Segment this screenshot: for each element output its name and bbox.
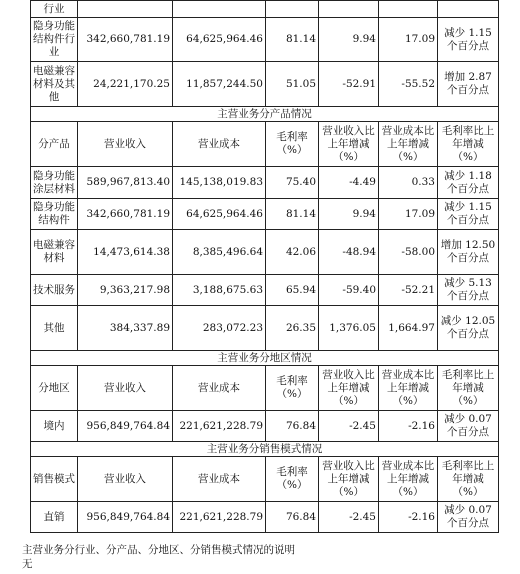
margin-change-cell: 减少 1.15 个百分点	[438, 18, 499, 62]
header-cell: 行业	[31, 1, 78, 18]
header-cell: 营业成本	[173, 366, 266, 411]
table-row	[31, 1, 499, 18]
header-cell: 分地区	[31, 366, 78, 411]
section-title-row	[31, 107, 499, 122]
cost-yoy-cell: 17.09	[379, 199, 438, 230]
cost-yoy-cell: 1,664.97	[379, 306, 438, 351]
section-title: 主营业务分地区情况	[31, 351, 499, 366]
product-name: 电磁兼容材料	[31, 230, 78, 275]
header-row	[31, 122, 499, 167]
margin-change-cell: 增加 2.87 个百分点	[438, 62, 499, 107]
header-cell: 营业收入比上年增减（%）	[319, 366, 379, 411]
table-row	[31, 411, 499, 442]
cost-cell: 8,385,496.64	[173, 230, 266, 275]
cost-yoy-cell: 17.09	[379, 18, 438, 62]
cost-yoy-cell: -52.21	[379, 275, 438, 306]
table-row	[31, 62, 499, 107]
gross-margin-cell: 81.14	[266, 18, 319, 62]
table-row	[31, 18, 499, 62]
table-row	[31, 306, 499, 351]
revenue-yoy-cell: -48.94	[319, 230, 379, 275]
product-name: 其他	[31, 306, 78, 351]
revenue-yoy-cell: 9.94	[319, 199, 379, 230]
header-cell: 营业成本比上年增减（%）	[379, 366, 438, 411]
product-name: 隐身功能结构件	[31, 199, 78, 230]
gross-margin-cell: 76.84	[266, 411, 319, 442]
header-cell: 营业收入	[78, 366, 173, 411]
margin-change-cell: 减少 1.15 个百分点	[438, 199, 499, 230]
header-cell: 营业成本	[173, 122, 266, 167]
cost-cell: 221,621,228.79	[173, 411, 266, 442]
margin-change-cell: 减少 0.07 个百分点	[438, 411, 499, 442]
cost-cell: 64,625,964.46	[173, 199, 266, 230]
header-cell: 分产品	[31, 122, 78, 167]
revenue-cell: 384,337.89	[78, 306, 173, 351]
revenue-yoy-cell: -2.45	[319, 502, 379, 533]
revenue-yoy-cell: -2.45	[319, 411, 379, 442]
revenue-yoy-cell: -4.49	[319, 167, 379, 199]
gross-margin-cell: 65.94	[266, 275, 319, 306]
cost-yoy-cell: -55.52	[379, 62, 438, 107]
cost-yoy-cell: -2.16	[379, 502, 438, 533]
table-row	[31, 199, 499, 230]
header-cell: 毛利率（%）	[266, 457, 319, 502]
cost-cell: 11,857,244.50	[173, 62, 266, 107]
revenue-yoy-cell: 1,376.05	[319, 306, 379, 351]
header-cell: 毛利率比上年增减（%）	[438, 366, 499, 411]
header-cell: 毛利率（%）	[266, 122, 319, 167]
section-title-row	[31, 442, 499, 457]
cost-yoy-cell: -2.16	[379, 411, 438, 442]
revenue-cell: 589,967,813.40	[78, 167, 173, 199]
section-title: 主营业务分产品情况	[31, 107, 499, 122]
margin-change-cell: 减少 0.07 个百分点	[438, 502, 499, 533]
section-title-row	[31, 351, 499, 366]
segment-name: 隐身功能结构件行业	[31, 18, 78, 62]
revenue-yoy-cell: -52.91	[319, 62, 379, 107]
header-cell: 营业收入	[78, 457, 173, 502]
sales-mode-name: 直销	[31, 502, 78, 533]
revenue-cell: 9,363,217.98	[78, 275, 173, 306]
gross-margin-cell: 75.40	[266, 167, 319, 199]
header-cell: 毛利率（%）	[266, 366, 319, 411]
cost-yoy-cell: 0.33	[379, 167, 438, 199]
revenue-cell: 24,221,170.25	[78, 62, 173, 107]
cost-cell: 221,621,228.79	[173, 502, 266, 533]
cost-yoy-cell: -58.00	[379, 230, 438, 275]
revenue-cell: 956,849,764.84	[78, 502, 173, 533]
header-cell: 营业收入比上年增减（%）	[319, 122, 379, 167]
table-row	[31, 502, 499, 533]
revenue-cell: 956,849,764.84	[78, 411, 173, 442]
margin-change-cell: 增加 12.50 个百分点	[438, 230, 499, 275]
header-cell: 营业收入	[78, 122, 173, 167]
note-body: 无	[22, 558, 33, 570]
header-cell: 毛利率比上年增减（%）	[438, 457, 499, 502]
revenue-yoy-cell: 9.94	[319, 18, 379, 62]
gross-margin-cell: 51.05	[266, 62, 319, 107]
header-cell: 毛利率比上年增减（%）	[438, 122, 499, 167]
note-title: 主营业务分行业、分产品、分地区、分销售模式情况的说明	[22, 544, 295, 556]
header-cell: 营业成本比上年增减（%）	[379, 457, 438, 502]
table-row	[31, 230, 499, 275]
header-cell: 营业收入比上年增减（%）	[319, 457, 379, 502]
margin-change-cell: 减少 12.05 个百分点	[438, 306, 499, 351]
cost-cell: 283,072.23	[173, 306, 266, 351]
region-name: 境内	[31, 411, 78, 442]
gross-margin-cell: 26.35	[266, 306, 319, 351]
section-title: 主营业务分销售模式情况	[31, 442, 499, 457]
revenue-cell: 342,660,781.19	[78, 199, 173, 230]
header-cell: 营业成本	[173, 457, 266, 502]
revenue-yoy-cell: -59.40	[319, 275, 379, 306]
gross-margin-cell: 42.06	[266, 230, 319, 275]
product-name: 技术服务	[31, 275, 78, 306]
table-row	[31, 275, 499, 306]
header-row	[31, 457, 499, 502]
segment-name: 电磁兼容材料及其他	[31, 62, 78, 107]
cost-cell: 3,188,675.63	[173, 275, 266, 306]
gross-margin-cell: 76.84	[266, 502, 319, 533]
header-row	[31, 366, 499, 411]
gross-margin-cell: 81.14	[266, 199, 319, 230]
header-cell: 营业成本比上年增减（%）	[379, 122, 438, 167]
revenue-cell: 342,660,781.19	[78, 18, 173, 62]
margin-change-cell: 减少 1.18 个百分点	[438, 167, 499, 199]
product-name: 隐身功能涂层材料	[31, 167, 78, 199]
main-business-table	[30, 0, 499, 533]
header-cell: 销售模式	[31, 457, 78, 502]
table-row	[31, 167, 499, 199]
margin-change-cell: 减少 5.13 个百分点	[438, 275, 499, 306]
cost-cell: 64,625,964.46	[173, 18, 266, 62]
cost-cell: 145,138,019.83	[173, 167, 266, 199]
revenue-cell: 14,473,614.38	[78, 230, 173, 275]
